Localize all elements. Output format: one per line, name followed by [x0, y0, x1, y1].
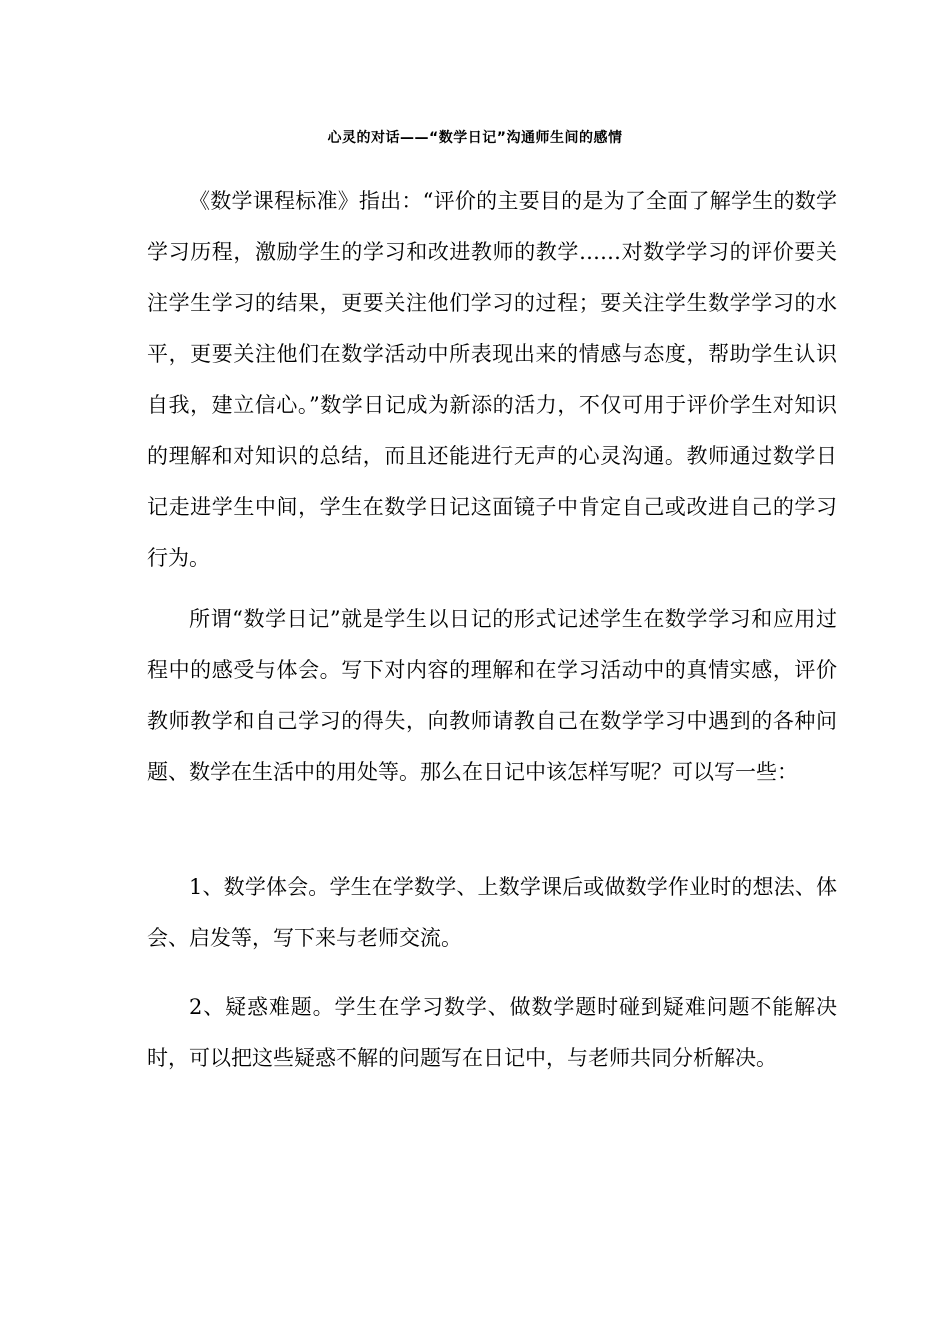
document-title: 心灵的对话——“数学日记”沟通师生间的感情 [327, 130, 623, 146]
paragraph-4: 2、疑惑难题。学生在学习数学、做数学题时碰到疑难问题不能解决时，可以把这些疑惑不解的问题写在日记中，与老师共同分析解决。 [147, 995, 837, 1070]
paragraph-3: 1、数学体会。学生在学数学、上数学课后或做数学作业时的想法、体会、启发等，写下来与老师交流。 [147, 875, 837, 950]
paragraph-1: 《数学课程标准》指出：“评价的主要目的是为了全面了解学生的数学学习历程，激励学生的学习和改进教师的教学……对数学学习的评价要关注学生学习的结果，更要关注他们学习的过程；要关注学生数学学习的水平，更要关注他们在数学活动中所表现出来的情感与态度，帮助学生认识自我，建立信心。”数学日记成为新添的活力，不仅可用于评价学生对知识的理解和对知识的总结，而且还能进行无声的心灵沟通。教师通过数学日记走进学生中间，学生在数学日记这面镜子中肯定自己或改进自己的学习行为。 [147, 189, 837, 570]
paragraph-2: 所谓“数学日记”就是学生以日记的形式记述学生在数学学习和应用过程中的感受与体会。写下对内容的理解和在学习活动中的真情实感，评价教师教学和自己学习的得失，向教师请教自己在数学学习中遇到的各种问题、数学在生活中的用处等。那么在日记中该怎样写呢？可以写一些： [147, 607, 837, 784]
